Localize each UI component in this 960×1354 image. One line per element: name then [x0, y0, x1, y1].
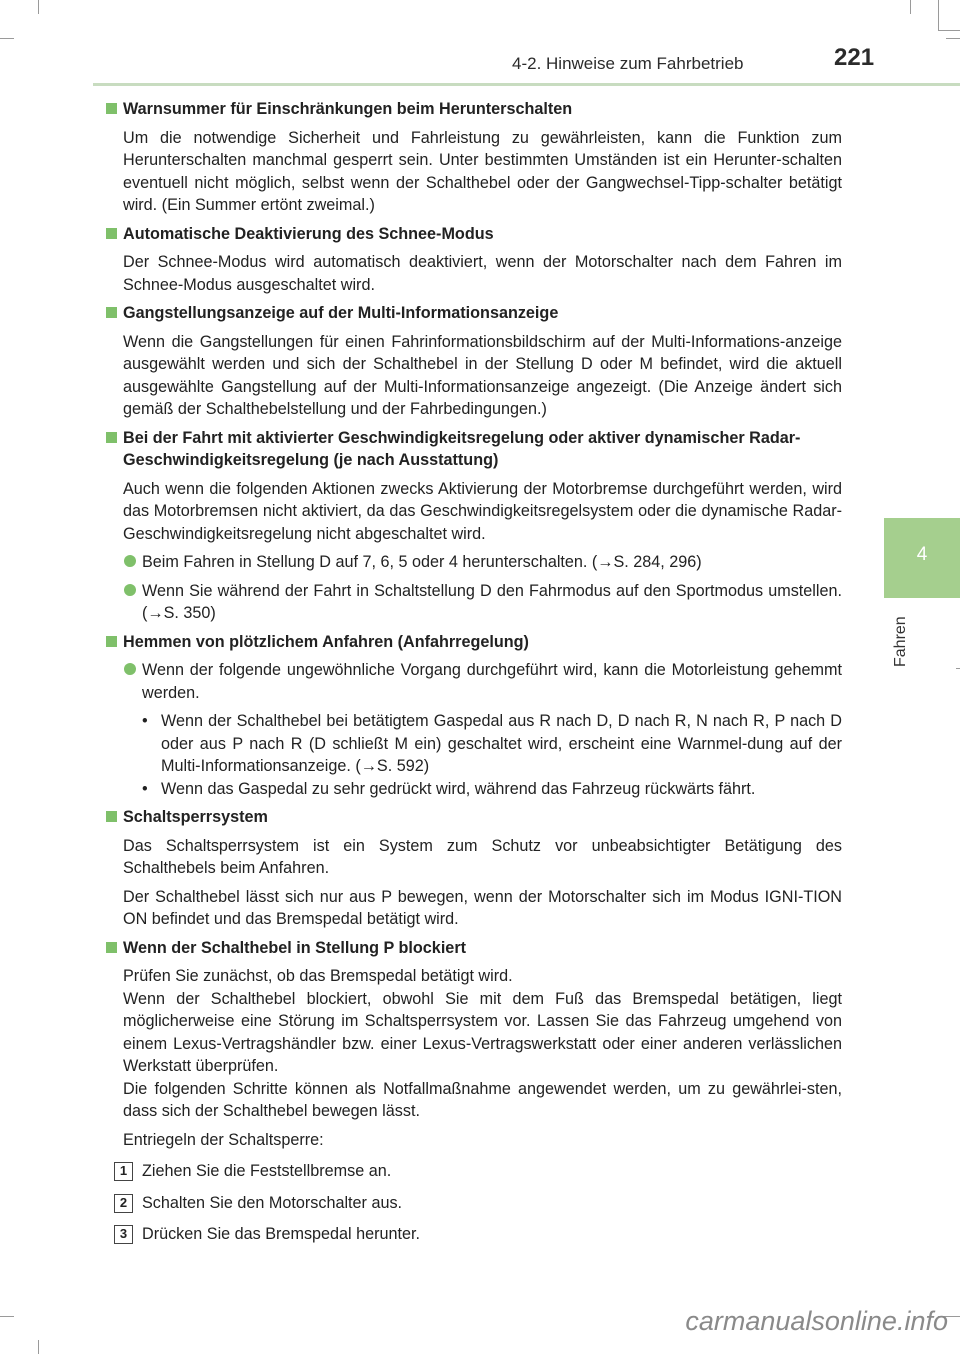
square-bullet-icon — [106, 636, 117, 647]
page-number: 221 — [834, 44, 875, 71]
section-heading: Warnsummer für Einschränkungen beim Herunterschalten — [104, 98, 842, 121]
circle-bullet-icon — [124, 584, 136, 596]
section-heading: Automatische Deaktivierung des Schnee-Modus — [104, 223, 842, 246]
list-item: Wenn der folgende ungewöhnliche Vorgang durchgeführt wird, kann die Motorleistung gehemmt werden. — [142, 659, 842, 704]
crop-mark — [910, 0, 911, 14]
header-rule — [93, 83, 960, 86]
section-cruise-control — [104, 427, 842, 625]
crop-mark — [956, 668, 960, 669]
step-item: 3 Drücken Sie das Bremspedal herunter. — [142, 1223, 842, 1246]
header-section-title: 4-2. Hinweise zum Fahrbetrieb — [512, 54, 744, 73]
circle-bullet-icon — [124, 555, 136, 567]
section-snow-mode — [104, 223, 842, 297]
section-gear-indicator — [104, 302, 842, 421]
square-bullet-icon — [106, 103, 117, 114]
chapter-label — [892, 605, 912, 675]
crop-mark — [0, 38, 14, 39]
sub-list-item: • Wenn der Schalthebel bei betätigtem Gaspedal aus R nach D, D nach R, N nach R, P nach D oder aus P nach R (D schließt M ein) geschaltet wird, erscheint eine Warnmel-dung auf der Multi-Informationsanzeige. (→S. 592) — [142, 712, 842, 775]
crop-mark — [938, 0, 939, 30]
square-bullet-icon — [106, 811, 117, 822]
square-bullet-icon — [106, 432, 117, 443]
crop-mark — [38, 1340, 39, 1354]
paragraph: Prüfen Sie zunächst, ob das Bremspedal betätigt wird. — [123, 967, 513, 985]
paragraph: Entriegeln der Schaltsperre: — [123, 1130, 324, 1149]
list-item: Beim Fahren in Stellung D auf 7, 6, 5 oder 4 herunterschalten. (→S. 284, 296) — [142, 551, 842, 574]
section-drive-start-control — [104, 631, 842, 801]
step-number: 2 — [114, 1194, 133, 1213]
section-heading: Bei der Fahrt mit aktivierter Geschwindigkeitsregelung oder aktiver dynamischer Radar-Geschwindigkeitsregelung (je nach Ausstattung) — [104, 427, 842, 472]
crop-mark — [938, 30, 960, 31]
watermark: carmanualsonline.info — [685, 1306, 948, 1336]
page-content — [104, 98, 842, 1255]
paragraph: Um die notwendige Sicherheit und Fahrleistung zu gewährleisten, kann die Funktion zum Herunterschalten manchmal gesperrt sein. Unter bestimmten Umständen ist ein Herunter-schalten eventuell nicht möglich, selbst wenn der Schalthebel oder der Gangwechsel-Tipp-schalter betätigt wird. (Ein Summer ertönt zweimal.) — [123, 128, 842, 214]
crop-mark — [0, 1316, 14, 1317]
section-heading: Schaltsperrsystem — [104, 806, 842, 829]
step-item: 2 Schalten Sie den Motorschalter aus. — [142, 1192, 842, 1215]
chapter-label-text: Fahren — [892, 616, 909, 667]
section-lever-blocked — [104, 937, 842, 1246]
paragraph: Wenn der Schalthebel blockiert, obwohl Sie mit dem Fuß das Bremspedal betätigen, liegt möglicherweise eine Störung im Schaltsperrsystem vor. Lassen Sie das Fahrzeug umgehend von einem Lexus-Vertragshändler bzw. einer Lexus-Vertragswerkstatt oder einer anderen verlässlichen Werkstatt überprüfen. — [123, 989, 842, 1075]
paragraph: Das Schaltsperrsystem ist ein System zum Schutz vor unbeabsichtigter Betätigung des Schalthebels beim Anfahren. — [123, 836, 842, 877]
paragraph: Die folgenden Schritte können als Notfallmaßnahme angewendet werden, um zu gewährlei-sten, dass sich der Schalthebel bewegen lässt. — [123, 1079, 842, 1120]
paragraph: Der Schalthebel lässt sich nur aus P bewegen, wenn der Motorschalter sich im Modus IGNI-TION ON befindet und das Bremspedal betätigt wird. — [123, 887, 842, 928]
paragraph: Der Schnee-Modus wird automatisch deaktiviert, wenn der Motorschalter nach dem Fahren im Schnee-Modus ausgeschaltet wird. — [123, 253, 842, 294]
section-downshift-warning — [104, 98, 842, 217]
step-number: 1 — [114, 1162, 133, 1181]
paragraph: Wenn die Gangstellungen für einen Fahrinformationsbildschirm auf der Multi-Informations-anzeige ausgewählt werden und sich der Schalthebel in der Stellung D oder M befindet, wird die aktuell ausgewählte Gangstellung auf der Multi-Informationsanzeige angezeigt. (Die Anzeige ändert sich gemäß der Schalthebelstellung und der Fahrbedingungen.) — [123, 332, 842, 418]
sub-bullet-marker: • — [142, 712, 148, 730]
sub-bullet-marker: • — [142, 779, 148, 798]
section-heading: Gangstellungsanzeige auf der Multi-Informationsanzeige — [104, 302, 842, 325]
square-bullet-icon — [106, 228, 117, 239]
section-heading: Hemmen von plötzlichem Anfahren (Anfahrregelung) — [104, 631, 842, 654]
paragraph: Auch wenn die folgenden Aktionen zwecks Aktivierung der Motorbremse durchgeführt werden, wird das Motorbremsen nicht aktiviert, da das Geschwindigkeitsregelsystem oder die dynamische Radar-Geschwindigkeitsregelung nicht abgeschaltet wird. — [123, 479, 842, 543]
section-heading: Wenn der Schalthebel in Stellung P blockiert — [104, 937, 842, 960]
step-number: 3 — [114, 1225, 133, 1244]
square-bullet-icon — [106, 942, 117, 953]
crop-mark — [38, 0, 39, 14]
chapter-tab — [884, 518, 960, 598]
crop-mark — [946, 38, 960, 39]
sub-list-item: • Wenn das Gaspedal zu sehr gedrückt wird, während das Fahrzeug rückwärts fährt. — [161, 778, 842, 801]
list-item: Wenn Sie während der Fahrt in Schaltstellung D den Fahrmodus auf den Sportmodus umstellen. (→S. 350) — [142, 580, 842, 625]
step-item: 1 Ziehen Sie die Feststellbremse an. — [142, 1160, 842, 1183]
section-shift-lock — [104, 806, 842, 931]
chapter-number: 4 — [916, 544, 928, 565]
circle-bullet-icon — [124, 663, 136, 675]
square-bullet-icon — [106, 307, 117, 318]
